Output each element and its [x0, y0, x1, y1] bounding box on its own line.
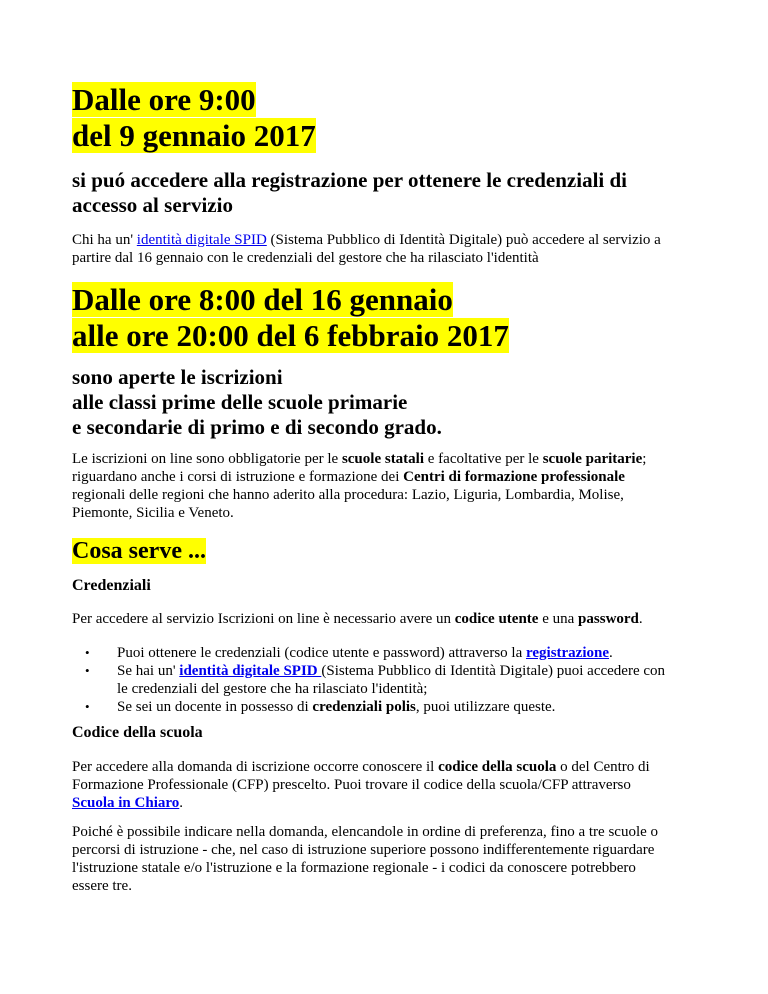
preferenze-line4: essere tre.: [72, 878, 132, 894]
item1-pre: Puoi ottenere le credenziali (codice utente e password) attraverso la: [117, 645, 526, 661]
registration-subtitle-line1: si puó accedere alla registrazione per ottenere le credenziali di: [72, 168, 628, 192]
para2-t6: Piemonte, Sicilia e Veneto.: [72, 505, 234, 521]
credenziali-intro-b2: password: [578, 611, 639, 627]
spid-identity-link[interactable]: identità digitale SPID: [179, 663, 322, 679]
item2-pre: Se hai un': [117, 663, 180, 679]
enrollment-subtitle-line1: sono aperte le iscrizioni: [72, 365, 283, 389]
item3-pre: Se sei un docente in possesso di: [117, 699, 313, 715]
credenziali-intro-post: .: [638, 611, 643, 627]
credenziali-intro-mid: e una: [538, 611, 579, 627]
spid-paragraph: [72, 231, 722, 267]
preferenze-paragraph: [72, 823, 722, 895]
preferenze-line1: Poiché è possibile indicare nella domanda, elencandole in ordine di preferenza, fino a tre scuole o: [72, 824, 659, 840]
list-item: [72, 644, 722, 662]
heading-registration-line2: del 9 gennaio 2017: [72, 118, 316, 153]
cosa-serve-text: Cosa serve ...: [72, 538, 206, 564]
bullet-icon: •: [85, 699, 90, 714]
para2-b1: scuole statali: [341, 451, 425, 467]
codice-p1-t3: Formazione Professionale (CFP) prescelto. Puoi trovare il codice della scuola/CFP attraverso: [72, 777, 631, 793]
heading-registration-date: [72, 82, 316, 154]
codice-scuola-paragraph: [72, 758, 722, 812]
heading-enrollment-line2: alle ore 20:00 del 6 febbraio 2017: [72, 318, 509, 353]
heading-enrollment-line1: Dalle ore 8:00 del 16 gennaio: [72, 282, 453, 317]
credenziali-intro-pre: Per accedere al servizio Iscrizioni on line è necessario avere un: [72, 611, 455, 627]
para2-b2: scuole paritarie: [542, 451, 643, 467]
scuola-in-chiaro-link[interactable]: Scuola in Chiaro: [72, 795, 180, 811]
spid-paragraph-pre: Chi ha un': [72, 232, 137, 248]
credenziali-intro: [72, 610, 722, 628]
spid-link[interactable]: identità digitale SPID: [136, 232, 267, 248]
registrazione-link[interactable]: registrazione: [525, 645, 610, 661]
para2-t2: e facoltative per le: [424, 451, 543, 467]
bullet-icon: •: [85, 645, 90, 660]
para2-t3: ;: [642, 451, 647, 467]
para2-b3: Centri di formazione professionale: [403, 469, 625, 485]
preferenze-line3: l'istruzione statale e/o l'istruzione e la formazione regionale - i codici da conoscere potrebbero: [72, 860, 636, 876]
credenziali-intro-b1: codice utente: [454, 611, 539, 627]
codice-p1-t1: Per accedere alla domanda di iscrizione occorre conoscere il: [72, 759, 439, 775]
credenziali-heading: Credenziali: [72, 577, 151, 594]
codice-scuola-heading: Codice della scuola: [72, 724, 203, 741]
item2-post2: le credenziali del gestore che ha rilasciato l'identità;: [117, 681, 428, 697]
registration-subtitle: [72, 168, 712, 218]
codice-p1-t4: .: [179, 795, 183, 811]
bullet-icon: •: [85, 663, 90, 678]
spid-paragraph-post1: (Sistema Pubblico di Identità Digitale) può accedere al servizio a: [266, 232, 661, 248]
item2-post1: (Sistema Pubblico di Identità Digitale) puoi accedere con: [321, 663, 666, 679]
spid-paragraph-post2: partire dal 16 gennaio con le credenziali del gestore che ha rilasciato l'identità: [72, 250, 539, 266]
enrollment-subtitle-line3: e secondarie di primo e di secondo grado.: [72, 415, 442, 439]
heading-enrollment-dates: [72, 282, 509, 354]
heading-registration-line1: Dalle ore 9:00: [72, 82, 256, 117]
codice-p1-b1: codice della scuola: [438, 759, 557, 775]
enrollment-subtitle-line2: alle classi prime delle scuole primarie: [72, 390, 408, 414]
credenziali-list: [72, 644, 722, 716]
online-enrollment-paragraph: [72, 450, 722, 522]
item1-post: .: [609, 645, 613, 661]
registration-subtitle-line2: accesso al servizio: [72, 193, 233, 217]
codice-p1-t2: o del Centro di: [556, 759, 650, 775]
cosa-serve-heading: [72, 537, 206, 565]
enrollment-subtitle: [72, 365, 712, 440]
para2-t5: regionali delle regioni che hanno aderito alla procedura: Lazio, Liguria, Lombardia, Molise,: [72, 487, 624, 503]
item3-post: , puoi utilizzare queste.: [415, 699, 556, 715]
preferenze-line2: percorsi di istruzione - che, nel caso di istruzione superiore possono indifferentemente riguardare: [72, 842, 655, 858]
para2-t1: Le iscrizioni on line sono obbligatorie per le: [72, 451, 342, 467]
para2-t4: riguardano anche i corsi di istruzione e formazione dei: [72, 469, 404, 485]
list-item: [72, 662, 722, 698]
item3-bold: credenziali polis: [312, 699, 416, 715]
list-item: [72, 698, 722, 716]
